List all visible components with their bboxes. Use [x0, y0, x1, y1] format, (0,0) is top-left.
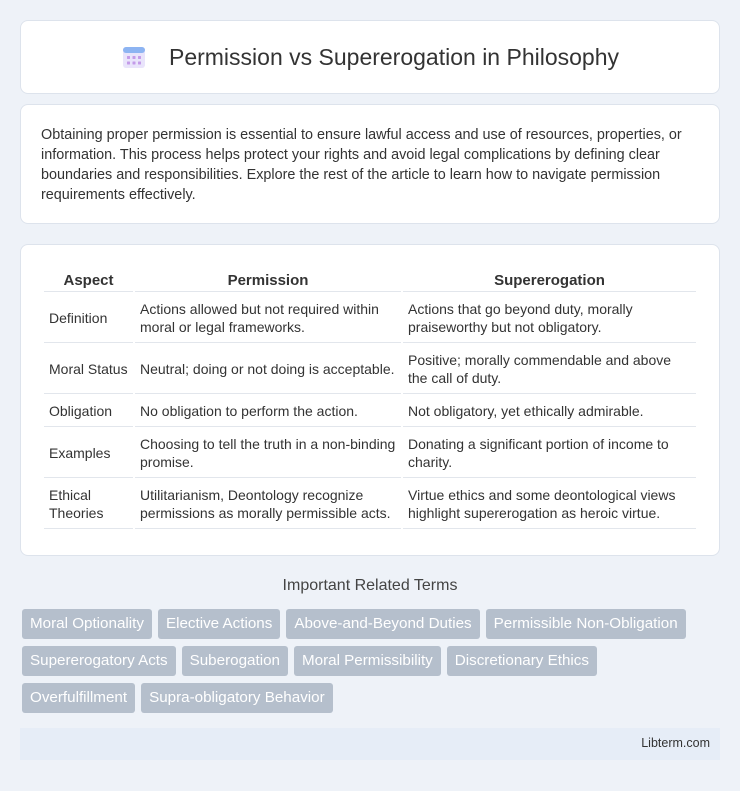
- related-term-tag[interactable]: Suberogation: [182, 646, 288, 676]
- related-term-tag[interactable]: Above-and-Beyond Duties: [286, 609, 479, 639]
- intro-text: Obtaining proper permission is essential to ensure lawful access and use of resources, properties, or information. This process helps protect your rights and avoid legal complications by defining clear boundaries and responsibilities. Explore the rest of the article to learn how to navigate permission requirements effectively.: [41, 127, 682, 203]
- row-permission: Utilitarianism, Deontology recognize permissions as morally permissible acts.: [135, 480, 401, 529]
- table-row: [44, 429, 696, 478]
- row-aspect: Obligation: [44, 396, 133, 427]
- table-row: [44, 345, 696, 394]
- intro-card: [20, 104, 720, 224]
- related-term-tag[interactable]: Supra-obligatory Behavior: [141, 683, 333, 713]
- related-term-tag[interactable]: Moral Permissibility: [294, 646, 441, 676]
- row-aspect: Definition: [44, 294, 133, 343]
- row-supererogation: Virtue ethics and some deontological views highlight supererogation as heroic virtue.: [403, 480, 696, 529]
- table-row: [44, 294, 696, 343]
- row-aspect: Moral Status: [44, 345, 133, 394]
- row-supererogation: Not obligatory, yet ethically admirable.: [403, 396, 696, 427]
- footer-site-link[interactable]: Libterm.com: [641, 736, 710, 750]
- calendar-grid-icon: [121, 44, 147, 70]
- header-aspect: Aspect: [44, 269, 133, 292]
- comparison-card: [20, 244, 720, 556]
- related-terms-title: Important Related Terms: [282, 577, 458, 594]
- related-term-tag[interactable]: Permissible Non-Obligation: [486, 609, 686, 639]
- table-header-row: [44, 269, 696, 292]
- row-permission: Neutral; doing or not doing is acceptable.: [135, 345, 401, 394]
- row-aspect: Ethical Theories: [44, 480, 133, 529]
- row-permission: Actions allowed but not required within moral or legal frameworks.: [135, 294, 401, 343]
- comparison-table: [42, 267, 698, 531]
- related-term-tag[interactable]: Discretionary Ethics: [447, 646, 597, 676]
- row-aspect: Examples: [44, 429, 133, 478]
- footer: [20, 728, 720, 760]
- table-row: [44, 480, 696, 529]
- related-term-tag[interactable]: Elective Actions: [158, 609, 280, 639]
- row-permission: Choosing to tell the truth in a non-binding promise.: [135, 429, 401, 478]
- row-supererogation: Positive; morally commendable and above the call of duty.: [403, 345, 696, 394]
- page-title: Permission vs Supererogation in Philosophy: [168, 43, 620, 70]
- row-supererogation: Donating a significant portion of income to charity.: [403, 429, 696, 478]
- row-permission: No obligation to perform the action.: [135, 396, 401, 427]
- related-term-tag[interactable]: Supererogatory Acts: [22, 646, 176, 676]
- related-term-tag[interactable]: Overfulfillment: [22, 683, 135, 713]
- row-supererogation: Actions that go beyond duty, morally praiseworthy but not obligatory.: [403, 294, 696, 343]
- related-terms-list: [22, 609, 722, 720]
- related-term-tag[interactable]: Moral Optionality: [22, 609, 152, 639]
- header-supererogation: Supererogation: [403, 269, 696, 292]
- title-card: [20, 20, 720, 94]
- header-permission: Permission: [135, 269, 401, 292]
- table-row: [44, 396, 696, 427]
